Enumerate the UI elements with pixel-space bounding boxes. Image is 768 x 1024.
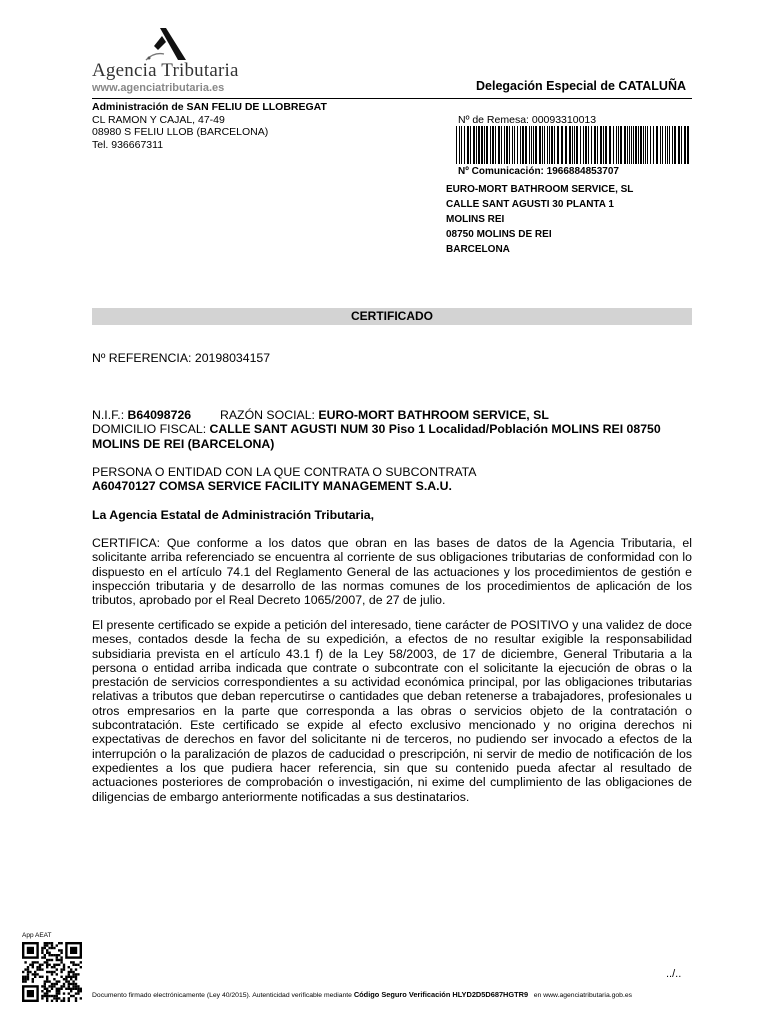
administration-city: 08980 S FELIU LLOB (BARCELONA) bbox=[92, 126, 269, 138]
barcode-icon bbox=[456, 126, 692, 170]
agencia-tributaria-logo-icon bbox=[140, 26, 190, 62]
qr-code-icon[interactable] bbox=[22, 942, 82, 1002]
app-aeat-label: App AEAT bbox=[22, 932, 52, 939]
administration-block bbox=[92, 101, 327, 151]
razon-social-value: EURO-MORT BATHROOM SERVICE, SL bbox=[318, 408, 549, 422]
nif-label: N.I.F.: bbox=[92, 408, 128, 422]
domicilio-line bbox=[92, 422, 692, 451]
administration-name: Administración de SAN FELIU DE LLOBREGAT bbox=[92, 101, 327, 113]
certificate-title: CERTIFICADO bbox=[92, 308, 692, 325]
domicilio-value: CALLE SANT AGUSTI NUM 30 Piso 1 Localidad/Población MOLINS REI 08750 MOLINS DE REI (BARCELONA) bbox=[92, 422, 661, 451]
administration-street: CL RAMON Y CAJAL, 47-49 bbox=[92, 113, 225, 126]
agency-heading: La Agencia Estatal de Administración Tributaria, bbox=[92, 508, 374, 522]
addressee-line: 08750 MOLINS DE REI bbox=[446, 229, 552, 240]
continuation-mark: ../.. bbox=[666, 968, 682, 980]
remesa-number: Nº de Remesa: 00093310013 bbox=[458, 114, 597, 126]
nif-value: B64098726 bbox=[127, 408, 192, 422]
comunicacion-number: Nº Comunicación: 1966884853707 bbox=[458, 166, 619, 177]
agency-website-link[interactable]: www.agenciatributaria.es bbox=[92, 82, 225, 94]
domicilio-label: DOMICILIO FISCAL: bbox=[92, 422, 210, 437]
nif-line bbox=[92, 408, 692, 422]
agency-logo-name: Agencia Tributaria bbox=[92, 60, 239, 81]
footer-csv-code: Código Seguro Verificación HLYD2D5D687HGTR9 bbox=[353, 990, 529, 999]
contractor-block bbox=[92, 465, 692, 494]
addressee-line: EURO-MORT BATHROOM SERVICE, SL bbox=[446, 184, 634, 195]
taxpayer-block bbox=[92, 408, 692, 451]
delegacion-title: Delegación Especial de CATALUÑA bbox=[476, 79, 686, 93]
addressee-line: MOLINS REI bbox=[446, 214, 505, 225]
addressee-line: BARCELONA bbox=[446, 244, 510, 255]
contractor-value: A60470127 COMSA SERVICE FACILITY MANAGEMENT S.A.U. bbox=[92, 479, 452, 494]
footer-site-text: en www.agenciatributaria.gob.es bbox=[533, 992, 633, 999]
reference-number: Nº REFERENCIA: 20198034157 bbox=[92, 351, 271, 365]
contractor-label: PERSONA O ENTIDAD CON LA QUE CONTRATA O SUBCONTRATA bbox=[92, 465, 477, 479]
razon-social-label: RAZÓN SOCIAL: bbox=[219, 408, 319, 422]
addressee-line: CALLE SANT AGUSTI 30 PLANTA 1 bbox=[446, 199, 614, 210]
administration-phone: Tel. 936667311 bbox=[92, 138, 164, 151]
footer-signature-line bbox=[92, 990, 712, 999]
footer-signed-text: Documento firmado electrónicamente (Ley 40/2015). Autenticidad verificable mediante bbox=[92, 992, 354, 999]
certifica-paragraph: CERTIFICA: Que conforme a los datos que obran en las bases de datos de la Agencia Tributaria, el solicitante arriba referenciado se encuentra al corriente de sus obligaciones tributarias de conformidad con lo dispuesto en el artículo 74.1 del Reglamento General de las actuaciones y los procedimientos de gestión e inspección tributaria y de desarrollo de las normas comunes de los procedimientos de aplicación de los tributos, aprobado por el Real Decreto 1065/2007, de 27 de julio. bbox=[92, 536, 692, 608]
header-divider bbox=[92, 98, 692, 99]
addressee-block bbox=[446, 182, 633, 257]
validity-paragraph: El presente certificado se expide a petición del interesado, tiene carácter de POSITIVO y una validez de doce meses, contados desde la fecha de su expedición, a efectos de no resultar exigible la responsabilidad subsidiaria prevista en el artículo 43.1 f) de la Ley 58/2003, de 17 de diciembre, General Tributaria a la persona o entidad arriba indicada que contrate o subcontrate con el solicitante la ejecución de obras o la prestación de servicios correspondientes a su actividad económica principal, por las obligaciones tributarias relativas a tributos que deban repercutirse o cantidades que deban retenerse a trabajadores, profesionales u otros empresarios en la parte que corresponda a las obras o servicios objeto de la contratación o subcontratación. Este certificado se expide al efecto exclusivo mencionado y no origina derechos ni expectativas de derechos en favor del solicitante ni de terceros, no pudiendo ser invocado a efectos de la interrupción o la paralización de plazos de caducidad o prescripción, ni servir de medio de notificación de los expedientes a los que pudiera hacer referencia, sin que su contenido pueda afectar al resultado de actuaciones posteriores de comprobación o investigación, ni exime del cumplimiento de las obligaciones de diligencias de embargo anteriormente notificadas a sus destinatarios. bbox=[92, 618, 692, 804]
